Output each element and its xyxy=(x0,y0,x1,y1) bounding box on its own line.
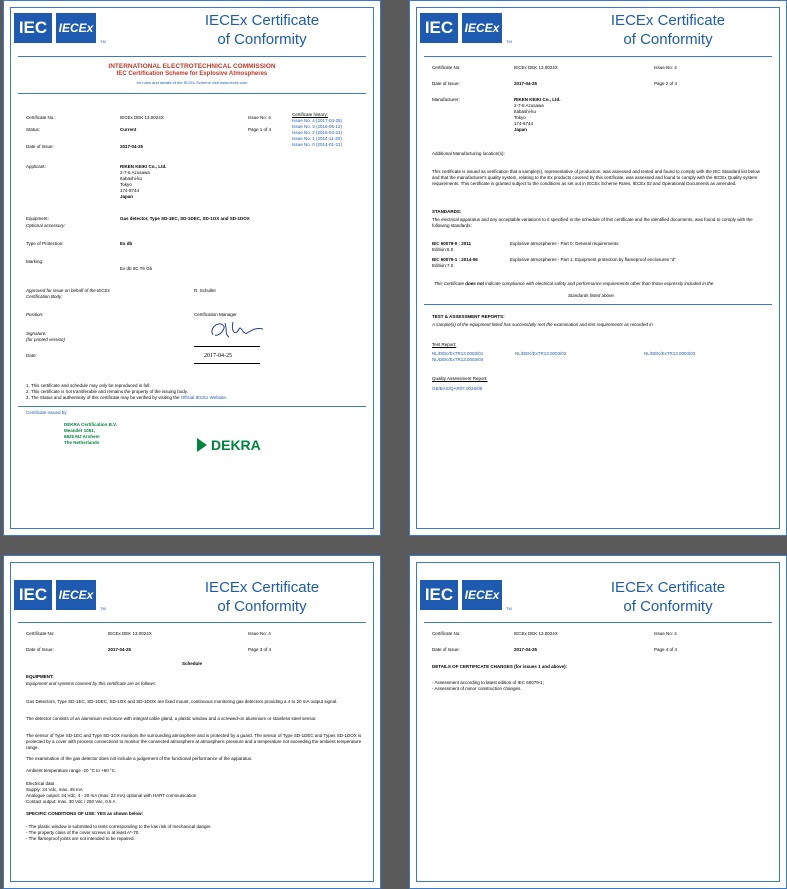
cert-no-label: Certificate No: xyxy=(26,631,55,636)
applicant-line: RIKEN KEIKI Co., Ltd. xyxy=(120,164,167,169)
applicant-line: 2-7-6 Azusawa xyxy=(120,170,150,175)
optional-accessory-label: Optional accessory: xyxy=(26,223,66,228)
signature-label: Signature: xyxy=(26,331,47,336)
change-item: - Assessment according to latest edition of IEC 60079-1; xyxy=(432,680,545,685)
note: 2. This certificate is not transferable and remains the property of the issuing body. xyxy=(26,389,188,394)
equipment-para: Ambient temperature range -20 °C to +60 °C. xyxy=(26,768,117,773)
specific-condition: - The flameproof joints are not intended to be repaired. xyxy=(26,836,135,841)
position-label: Position: xyxy=(26,312,44,317)
trademark: TM xyxy=(506,606,512,611)
applicant-line: Itabashi-ku xyxy=(120,176,143,181)
equipment-para: The detector consists of an aluminium enclosure with integral cable gland, a plastic window and a screwed-on aluminium or stainless steel sensor. xyxy=(26,716,317,721)
issue-no: Issue No: 4 xyxy=(248,631,271,636)
note-text: 3. The Status and authenticity of this certificate may be verified by visiting the xyxy=(26,395,181,400)
certificate-title xyxy=(154,578,370,616)
standard-2-edition: Edition:7.0 xyxy=(432,263,454,268)
qar-link[interactable]: GB/BAS/QAR07.0026/06 xyxy=(432,386,483,391)
signature-label: (for printed version) xyxy=(26,337,66,342)
note xyxy=(26,395,227,401)
certificate-title xyxy=(154,11,370,49)
specific-conditions-title: SPECIFIC CONDITIONS OF USE: YES as shown below: xyxy=(26,811,144,816)
date-label: Date of Issue: xyxy=(432,647,460,652)
equipment-para: Gas Detectors, Type SD-1EC, SD-1DEC, SD-1OX and SD-1DOX are fixed mount, continuous monitoring gas detectors providing a 4 to 20 mA output signal. xyxy=(26,699,338,704)
rules-link[interactable]: for rules and details of the IECEx Scheme visit www.iecex.com xyxy=(136,80,248,85)
page-number: Page 1 of 4 xyxy=(248,127,272,132)
disclaimer xyxy=(434,281,713,287)
cert-no-label: Certificate No: xyxy=(432,65,461,70)
approved-label: Certification Body: xyxy=(26,294,63,299)
manufacturer-label: Manufacturer: xyxy=(432,97,460,102)
divider xyxy=(18,56,366,57)
manufacturer-line: RIKEN KEIKI Co., Ltd. xyxy=(514,97,561,102)
manufacturer-line: Japan xyxy=(514,127,528,132)
divider xyxy=(424,304,772,305)
issuer-line: Meander 1051, xyxy=(64,428,96,433)
test-report-link[interactable]: NL/DEK/ExTR13.0003/03 xyxy=(644,351,696,356)
cert-no-value: IECEx DEK 13.0024X xyxy=(120,115,164,120)
issue-no: Issue No: 4 xyxy=(654,631,677,636)
dekra-logo xyxy=(197,437,261,453)
history-item[interactable]: Issue No. 2 (2015-04-21) xyxy=(292,130,343,135)
applicant-line: Japan xyxy=(120,194,134,199)
equipment-title: EQUIPMENT: xyxy=(26,674,54,679)
issued-by-label: Certificate issued by: xyxy=(26,410,68,415)
position-value: Certification Manager xyxy=(194,312,237,317)
cert-no-value: IECEx DEK 13.0024X xyxy=(514,631,558,636)
divider xyxy=(18,93,366,94)
certificate-title xyxy=(560,11,776,49)
sign-date: 2017-04-25 xyxy=(204,353,232,359)
date-label: Date of Issue: xyxy=(26,647,54,652)
disclaimer-text: indicate compliance with electrical safety and performance requirements other than those expressly included in the xyxy=(484,281,714,286)
test-report-link[interactable]: NL/DEK/ExTR13.0003/01 xyxy=(432,351,484,356)
iecex-logo-text: IECEx xyxy=(462,13,502,43)
specific-condition: - The plastic window is submitted to tests corresponding to the low risk of mechanical danger. xyxy=(26,824,212,829)
issue-no: Issue No: 4 xyxy=(654,65,677,70)
test-report-link[interactable]: NL/DEK/ExTR13.0003/04 xyxy=(432,357,484,362)
equipment-label: Equipment: xyxy=(26,216,49,221)
trademark: TM xyxy=(100,606,106,611)
date-line xyxy=(194,363,260,364)
tests-text: A sample(s) of the equipment listed has successfully met the examination and test requirements as recorded in xyxy=(432,322,653,327)
date-value: 2017-04-25 xyxy=(514,647,538,652)
iec-logo-text: IEC xyxy=(14,13,52,43)
title-line-1: IECEx Certificate xyxy=(204,12,320,29)
divider xyxy=(424,56,772,57)
electrical-data-line: Analogue output: 24 Vdc, 4 - 20 mA (max. 22 mA) optional with HART communication xyxy=(26,793,197,798)
applicant-line: Tokyo xyxy=(120,182,132,187)
signature-image xyxy=(207,319,267,341)
dekra-arrow-icon xyxy=(197,438,207,452)
page-number: Page 2 of 4 xyxy=(654,81,678,86)
manufacturer-line: 2-7-6 Azusawa xyxy=(514,103,544,108)
cert-no-value: IECEx DEK 13.0024X xyxy=(108,631,152,636)
date-label: Date of Issue: xyxy=(432,81,460,86)
title-line-1: IECEx Certificate xyxy=(610,12,726,29)
iec-iecex-logo xyxy=(14,578,124,614)
iecex-website-link[interactable]: Official IECEx Website. xyxy=(180,395,228,400)
test-report-link[interactable]: NL/DEK/ExTR13.0003/02 xyxy=(515,351,567,356)
title-line-2: of Conformity xyxy=(217,31,307,48)
issuer-line: 6825 MJ Arnhem xyxy=(64,434,100,439)
issuer-line: The Netherlands xyxy=(64,440,100,445)
title-line-2: of Conformity xyxy=(623,598,713,615)
iecex-logo-text: IECEx xyxy=(56,580,96,610)
issuer-line: DEKRA Certification B.V. xyxy=(64,422,117,427)
title-line-1: IECEx Certificate xyxy=(610,579,726,596)
additional-location-label: Additional Manufacturing location(s): xyxy=(432,151,505,156)
electrical-data-line: Contact output: max. 30 Vdc / 250 Vac, 0.5 A xyxy=(26,799,116,804)
status-label: Status: xyxy=(26,127,41,132)
disclaimer-end: Standards listed above. xyxy=(568,293,616,298)
certificate-page-2 xyxy=(409,0,787,536)
standard-1: IEC 60079-0 : 2011 xyxy=(432,241,472,246)
title-line-2: of Conformity xyxy=(217,598,307,615)
date-value: 2017-04-25 xyxy=(108,647,132,652)
iec-iecex-logo xyxy=(420,11,530,47)
history-item[interactable]: Issue No. 1 (2014-11-20) xyxy=(292,136,342,141)
history-item[interactable]: Issue No. 4 (2017-04-25) xyxy=(292,118,343,123)
electrical-data-line: Electrical data xyxy=(26,781,55,786)
status-value: Current xyxy=(120,127,137,132)
certificate-page-4 xyxy=(409,555,787,889)
issue-no: Issue No: 4 xyxy=(248,115,271,120)
divider xyxy=(18,622,366,623)
title-line-1: IECEx Certificate xyxy=(204,579,320,596)
applicant-line: 174-8744 xyxy=(120,188,140,193)
marking-label: Marking: xyxy=(26,259,44,264)
standard-2-desc: Explosive atmospheres - Part 1: Equipment protection by flameproof enclosures "d" xyxy=(510,257,677,262)
certificate-page-3 xyxy=(3,555,381,889)
page-number: Page 4 of 4 xyxy=(654,647,678,652)
manufacturer-line: Itabashi-ku xyxy=(514,109,537,114)
equipment-para: The sensor of Type SD-1EC and Type SD-1OX monitors the surrounding atmosphere and is protected by a guard. The sensor of Type SD-1DEC and Types SD-1DOX is protected by a cover with process connections to monitor the connected atmosphere at atmospheric pressure and a temperature not exceeding the ambient temperature range. xyxy=(26,733,362,750)
cert-no-label: Certificate No: xyxy=(432,631,461,636)
cert-no-label: Certificate No.: xyxy=(26,115,56,120)
date-label: Date of Issue: xyxy=(26,144,54,149)
specific-condition: - The property class of the cover screws is at least A*-70. xyxy=(26,830,140,835)
iecex-logo-text: IECEx xyxy=(462,580,502,610)
marking-value: Ex db IIC T6 Gb xyxy=(120,266,153,271)
iecex-logo-text: IECEx xyxy=(56,13,96,43)
equipment-subtitle: Equipment and systems covered by this certificate are as follows: xyxy=(26,681,157,686)
standards-title: STANDARDS: xyxy=(432,209,462,214)
history-item[interactable]: Issue No. 0 (2014-01-21) xyxy=(292,142,343,147)
iec-iecex-logo xyxy=(14,11,124,47)
date-value: 2017-04-25 xyxy=(514,81,538,86)
divider xyxy=(424,622,772,623)
details-title: DETAILS OF CERTIFICATE CHANGES (for issues 1 and above): xyxy=(432,664,568,669)
standard-1-desc: Explosive atmospheres - Part 0: General requirements xyxy=(510,241,619,246)
disclaimer-emphasis: does not xyxy=(465,281,485,286)
org-heading: INTERNATIONAL ELECTROTECHNICAL COMMISSION xyxy=(108,63,276,70)
page-border xyxy=(416,7,780,529)
iec-iecex-logo xyxy=(420,578,530,614)
verification-paragraph: This certificate is issued as verification that a sample(s), representative of production, was assessed and tested and found to comply with the IEC Standard list below and that the manufacturer's quality system, relating to the Ex products covered by this certificate, was assessed and found to comply with the IECEx Quality system requirements. This certificate is granted subject to the conditions as set out in IECEx Scheme Rules, IECEx 02 and Operational Documents as amended. xyxy=(432,169,760,186)
date-sign-label: Date: xyxy=(26,353,37,358)
history-item[interactable]: Issue No. 3 (2016-05-12) xyxy=(292,124,343,129)
schedule-heading: Schedule xyxy=(182,661,203,666)
manufacturer-line: Tokyo xyxy=(514,115,526,120)
standards-text: The electrical apparatus and any acceptable variations to it specified in the schedule of this certificate and the identified documents, was found to comply with the following standards: xyxy=(432,217,753,228)
trademark: TM xyxy=(100,39,106,44)
approved-label: Approved for issue on behalf of the IECEx xyxy=(26,288,110,293)
protection-value: Ex db xyxy=(120,241,133,246)
change-item: - Assessment of minor construction changes. xyxy=(432,686,522,691)
scheme-heading: IEC Certification Scheme for Explosive Atmospheres xyxy=(116,71,268,77)
page-number: Page 3 of 4 xyxy=(248,647,272,652)
iec-logo-text: IEC xyxy=(420,13,458,43)
note: 1. This certificate and schedule may only be reproduced in full. xyxy=(26,383,151,388)
iec-logo-text: IEC xyxy=(420,580,458,610)
electrical-data-line: Supply: 24 Vdc, max. 45 mA xyxy=(26,787,83,792)
cert-no-value: IECEx DEK 13.0024X xyxy=(514,65,558,70)
dekra-logo-text: DEKRA xyxy=(211,437,261,453)
trademark: TM xyxy=(506,39,512,44)
approver-name: R. Schuller xyxy=(194,288,217,293)
certificate-page-1 xyxy=(3,0,381,536)
certificate-title xyxy=(560,578,776,616)
applicant-label: Applicant: xyxy=(26,164,46,169)
history-title: Certificate history: xyxy=(292,112,329,117)
equipment-value: Gas detector, Type SD-1EC, SD-1DEC, SD-1OX and SD-1DOX xyxy=(120,216,250,221)
disclaimer-text: This Certificate xyxy=(434,281,466,286)
standard-1-edition: Edition:6.0 xyxy=(432,247,454,252)
iec-logo-text: IEC xyxy=(14,580,52,610)
title-line-2: of Conformity xyxy=(623,31,713,48)
date-value: 2017-04-25 xyxy=(120,144,144,149)
qar-label: Quality Assessment Report: xyxy=(432,376,488,381)
divider xyxy=(18,406,366,407)
standard-2: IEC 60079-1 : 2014-06 xyxy=(432,257,478,262)
tests-title: TEST & ASSESSMENT REPORTS: xyxy=(432,314,505,319)
signature-line xyxy=(194,346,260,347)
protection-label: Type of Protection: xyxy=(26,241,64,246)
test-report-label: Test Report: xyxy=(432,342,457,347)
manufacturer-line: 174-8744 xyxy=(514,121,534,126)
equipment-para: The examination of the gas detector does not include a judgement of the functional performance of the apparatus. xyxy=(26,756,253,761)
page-border xyxy=(10,7,374,529)
